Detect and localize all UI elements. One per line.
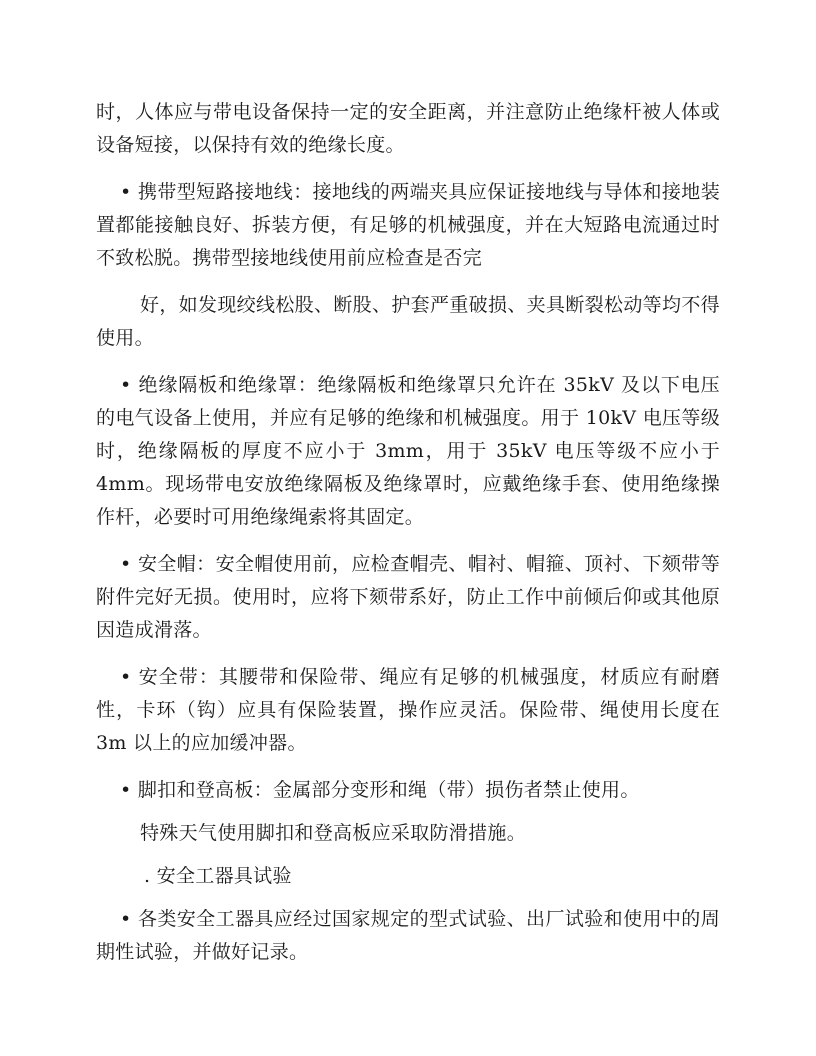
paragraph-grounding-wire-inspection: 好，如发现绞线松股、断股、护套严重破损、夹具断裂松动等均不得使用。 — [96, 294, 720, 349]
paragraph-safety-helmet: • 安全帽：安全帽使用前，应检查帽壳、帽衬、帽箍、顶衬、下颏带等附件完好无损。使用时，应将下颏带系好，防止工作中前倾后仰或其他原因造成滑落。 — [96, 553, 720, 641]
paragraph-special-weather: 特殊天气使用脚扣和登高板应采取防滑措施。 — [140, 822, 527, 844]
paragraph-climbing-spurs: • 脚扣和登高板：金属部分变形和绳（带）损伤者禁止使用。 — [120, 779, 640, 801]
paragraph-insulating-rod-continuation: 时，人体应与带电设备保持一定的安全距离，并注意防止绝缘杆被人体或设备短接，以保持有效的绝缘长度。 — [96, 101, 720, 156]
paragraph-insulating-barrier: • 绝缘隔板和绝缘罩：绝缘隔板和绝缘罩只允许在 35kV 及以下电压的电气设备上使用，并应有足够的绝缘和机械强度。用于 10kV 电压等级时，绝缘隔板的厚度不应小于 3mm，用于 35kV 电压等级不应小于 4mm。现场带电安放绝缘隔板及绝缘罩时，应戴绝缘手套、使用绝缘操作杆，必要时可用绝缘绳索将其固定。 — [96, 374, 720, 528]
document-body — [96, 96, 720, 983]
paragraph-safety-belt: • 安全带：其腰带和保险带、绳应有足够的机械强度，材质应有耐磨性，卡环（钩）应具有保险装置，操作应灵活。保险带、绳使用长度在 3m 以上的应加缓冲器。 — [96, 666, 720, 754]
paragraph-tool-testing: • 各类安全工器具应经过国家规定的型式试验、出厂试验和使用中的周期性试验，并做好记录。 — [96, 908, 720, 963]
paragraph-portable-grounding-wire: • 携带型短路接地线：接地线的两端夹具应保证接地线与导体和接地装置都能接触良好、拆装方便，有足够的机械强度，并在大短路电流通过时不致松脱。携带型接地线使用前应检查是否完 — [96, 181, 720, 269]
section-heading-tool-testing: . 安全工器具试验 — [144, 865, 292, 887]
